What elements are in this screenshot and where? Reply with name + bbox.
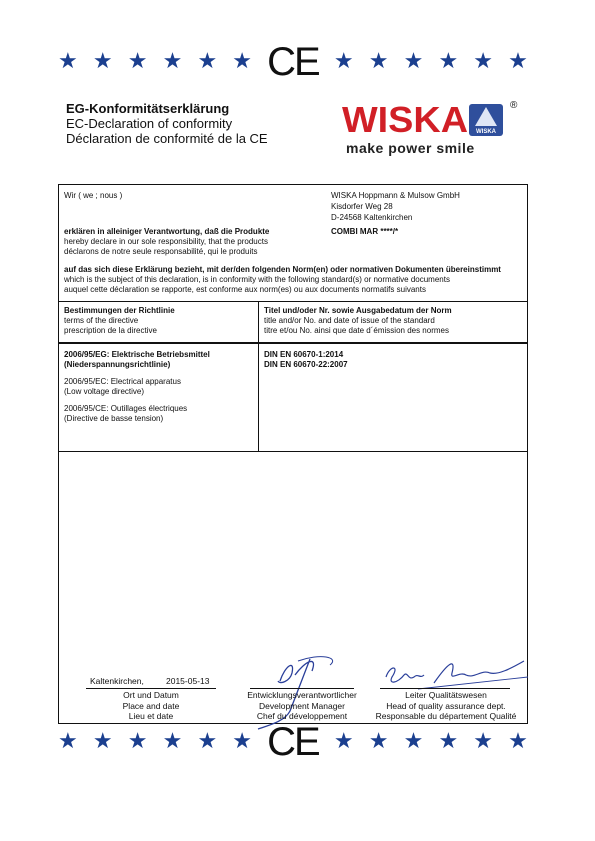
standard-2: DIN EN 60670-22:2007 [264, 360, 348, 369]
col1-head-english: terms of the directive [64, 316, 139, 325]
logo-slogan: make power smile [346, 140, 475, 156]
declare-french: déclarons de notre seule responsabilité, qui le produits [64, 247, 258, 256]
star-icon: ★ [127, 49, 148, 74]
star-icon: ★ [58, 729, 78, 754]
qa-label-english: Head of quality assurance dept. [386, 700, 506, 711]
ce-mark: CE [267, 720, 319, 764]
we-label: Wir ( we ; nous ) [64, 191, 123, 200]
dev-label-french: Chef du développement [256, 711, 348, 721]
star-icon: ★ [197, 49, 218, 74]
declare-english: hereby declare in our sole responsibility, that the products [64, 237, 268, 246]
star-icon: ★ [232, 729, 253, 754]
star-icon: ★ [92, 729, 113, 754]
star-icon: ★ [368, 729, 389, 754]
signature-line [380, 688, 510, 689]
ce-mark: CE [267, 40, 319, 84]
col2-head-german: Titel und/oder Nr. sowie Ausgabedatum der Norm [264, 306, 452, 315]
place-label-german: Ort und Datum [123, 690, 179, 700]
star-icon: ★ [438, 49, 459, 74]
directive-german-1: 2006/95/EG: Elektrische Betriebsmittel [64, 350, 210, 359]
star-icon: ★ [508, 49, 528, 74]
star-icon: ★ [438, 729, 459, 754]
star-icon: ★ [92, 49, 113, 74]
directive-french-1: 2006/95/CE: Outillages électriques [64, 404, 188, 413]
divider [58, 301, 528, 302]
directive-english-1: 2006/95/EC: Electrical apparatus [64, 377, 181, 386]
signature-line [86, 688, 216, 689]
star-icon: ★ [333, 49, 354, 74]
place-label-french: Lieu et date [128, 711, 174, 721]
quality-manager-label [366, 690, 526, 722]
star-icon: ★ [508, 729, 528, 754]
subject-english: which is the subject of this declaration, is in conformity with the following standard(s) or normative documents [64, 275, 450, 284]
star-icon: ★ [162, 729, 183, 754]
dev-label-german: Entwicklungsverantwortlicher [247, 690, 357, 700]
col2-head-english: title and/or No. and date of issue of the standard [264, 316, 435, 325]
place-value: Kaltenkirchen, [90, 676, 144, 686]
title-german: EG-Konformitätserklärung [66, 101, 230, 116]
qa-label-french: Responsable du département Qualité [375, 711, 517, 721]
star-icon: ★ [403, 49, 424, 74]
star-icon: ★ [403, 729, 424, 754]
star-icon: ★ [127, 729, 148, 754]
company-street: Kisdorfer Weg 28 [331, 202, 393, 211]
star-icon: ★ [473, 49, 494, 74]
column-divider [258, 301, 259, 451]
declaration-titles [66, 101, 268, 146]
place-label-english: Place and date [122, 700, 180, 711]
divider [58, 342, 528, 344]
emblem-label: WISKA [476, 129, 496, 135]
company-city: D-24568 Kaltenkirchen [331, 213, 413, 222]
registered-mark: ® [510, 100, 518, 111]
directive-english-2: (Low voltage directive) [64, 387, 145, 396]
place-date-label [86, 690, 216, 722]
col1-head-french: prescription de la directive [64, 326, 157, 335]
title-english: EC-Declaration of conformity [66, 116, 233, 131]
eu-star-row-top [58, 42, 528, 82]
signature-quality-manager [378, 655, 528, 695]
directive-french-2: (Directive de basse tension) [64, 414, 164, 423]
development-manager-label [247, 690, 357, 722]
eu-star-row-bottom [58, 722, 528, 762]
declare-german: erklären in alleiniger Verantwortung, daß die Produkte [64, 227, 270, 236]
subject-german: auf das sich diese Erklärung bezieht, mit der/den folgenden Norm(en) oder normativen Dokumenten übereinstimmt [64, 265, 501, 274]
wiska-logo [342, 99, 522, 158]
col2-head-french: titre et/ou No. ainsi que date d´émission des normes [264, 326, 449, 335]
divider [58, 451, 528, 452]
dev-label-english: Development Manager [259, 700, 345, 711]
standard-1: DIN EN 60670-1:2014 [264, 350, 344, 359]
subject-french: auquel cette déclaration se rapporte, est conforme aux norm(es) ou aux documents normatifs suivants [64, 285, 426, 294]
col1-head-german: Bestimmungen der Richtlinie [64, 306, 175, 315]
star-icon: ★ [473, 729, 494, 754]
star-icon: ★ [197, 729, 218, 754]
date-value: 2015-05-13 [166, 676, 210, 686]
star-icon: ★ [58, 49, 78, 74]
product-name: COMBI MAR ****/* [331, 227, 399, 236]
logo-wordmark: WISKA [342, 99, 468, 140]
directive-german-2: (Niederspannungsrichtlinie) [64, 360, 171, 369]
star-icon: ★ [368, 49, 389, 74]
star-icon: ★ [232, 49, 253, 74]
title-french: Déclaration de conformité de la CE [66, 131, 268, 146]
company-name: WISKA Hoppmann & Mulsow GmbH [331, 191, 460, 200]
star-icon: ★ [162, 49, 183, 74]
logo-emblem-icon [469, 104, 503, 136]
star-icon: ★ [333, 729, 354, 754]
qa-label-german: Leiter Qualitätswesen [405, 690, 487, 700]
signature-line [250, 688, 354, 689]
